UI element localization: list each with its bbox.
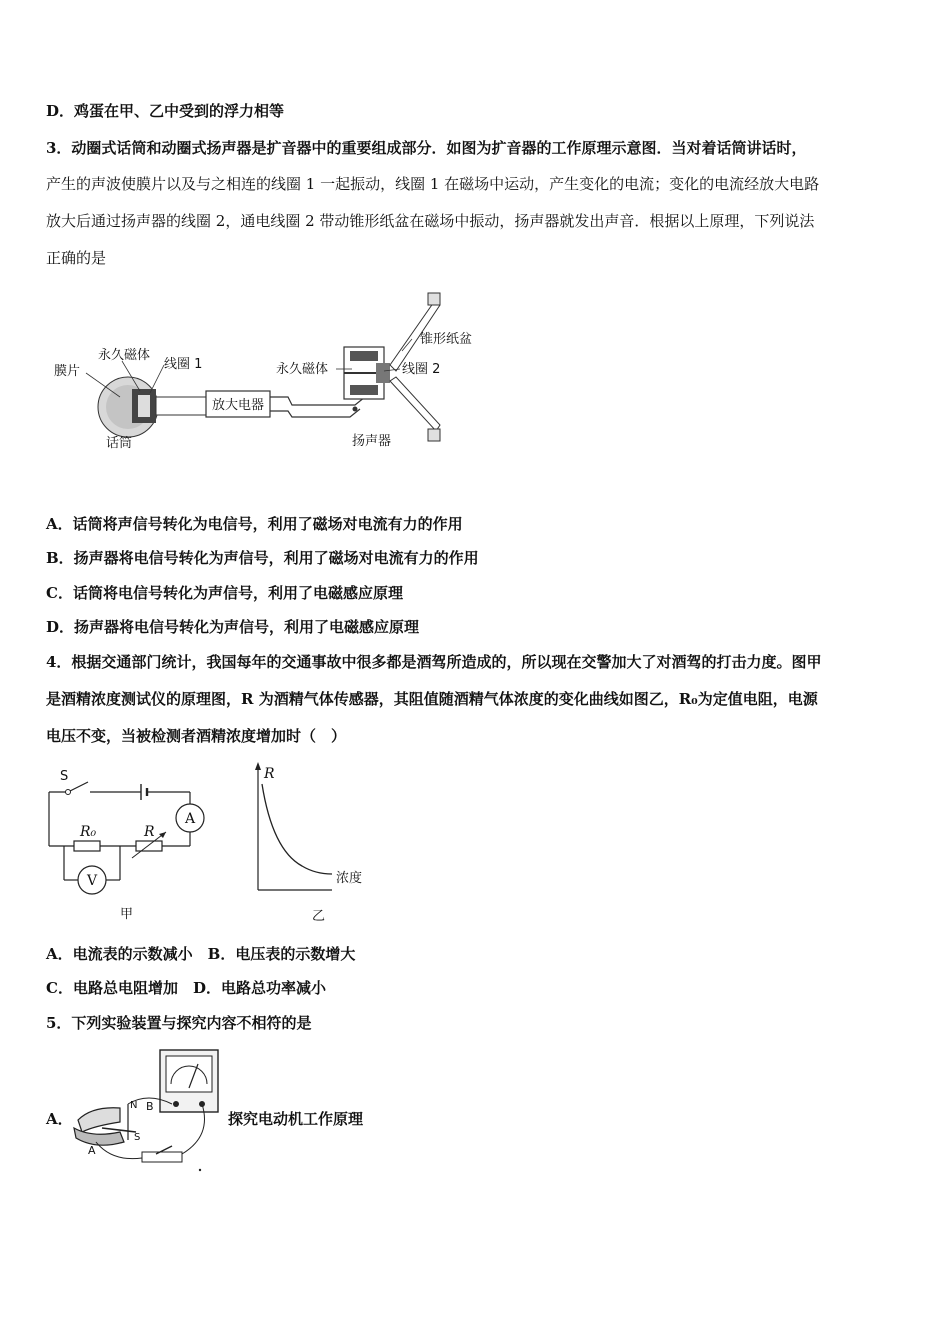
q3-stem-line-3: 放大后通过扬声器的线圈 2，通电线圈 2 带动锥形纸盆在磁场中振动，扬声器就发出声音．根据以上原理，下列说法 xyxy=(46,212,815,230)
coil1-label: 线圈 1 xyxy=(164,357,203,372)
q5-option-a-label: A． xyxy=(46,1110,73,1128)
q3-option-b: B．扬声器将电信号转化为声信号，利用了磁场对电流有力的作用 xyxy=(46,549,479,567)
amplifier-label: 放大电器 xyxy=(211,398,265,413)
q5-option-a-text: 探究电动机工作原理 xyxy=(228,1110,364,1128)
q3-option-a: A．话筒将声信号转化为电信号，利用了磁场对电流有力的作用 xyxy=(46,515,463,533)
speaker-coil xyxy=(376,363,390,383)
resistance-line xyxy=(262,784,332,874)
magnet-left-label: 永久磁体 xyxy=(98,348,151,363)
circuit-diagram xyxy=(44,762,214,922)
q4-options-row-2: C．电路总电阻增加 D．电路总功率减小 xyxy=(46,979,326,997)
diaphragm-label: 膜片 xyxy=(54,364,81,379)
label-a: A xyxy=(88,1144,96,1157)
resistance-curve xyxy=(246,762,386,922)
motor-experiment-figure xyxy=(72,1046,222,1176)
cone-lower xyxy=(390,377,440,431)
mic-label: 话筒 xyxy=(106,436,133,451)
label-s: S xyxy=(134,1132,141,1143)
cone-label: 锥形纸盆 xyxy=(420,332,473,347)
voltmeter-label: V xyxy=(86,873,98,889)
speaker-pole-bottom xyxy=(350,385,378,395)
q4-stem-line-2: 是酒精浓度测试仪的原理图，R 为酒精气体传感器，其阻值随酒精气体浓度的变化曲线如图乙，R₀为定值电阻，电源 xyxy=(46,690,818,708)
caption-jia: 甲 xyxy=(120,907,134,922)
switch-pivot xyxy=(66,790,71,795)
q3-stem-line-4: 正确的是 xyxy=(46,249,107,267)
switch-label: S xyxy=(60,769,69,784)
sensor-r xyxy=(136,841,162,851)
switch-base xyxy=(142,1152,182,1162)
q5-stem: 5．下列实验装置与探究内容不相符的是 xyxy=(46,1014,312,1032)
mic-coil xyxy=(138,395,150,417)
r0-label: R₀ xyxy=(80,824,97,840)
resistor-r0 xyxy=(74,841,100,851)
caption-yi: 乙 xyxy=(312,909,326,924)
q2-option-d: D．鸡蛋在甲、乙中受到的浮力相等 xyxy=(46,102,285,120)
q3-stem-line-1: 3．动圈式话筒和动圈式扬声器是扩音器中的重要组成部分．如图为扩音器的工作原理示意图．当对着话筒讲话时， xyxy=(46,139,807,157)
label-n: N xyxy=(130,1100,138,1111)
amplifier-diagram xyxy=(40,285,510,465)
x-axis-label: 浓度 xyxy=(336,871,363,886)
cone-frame-top xyxy=(428,293,440,305)
q4-stem-line-1: 4．根据交通部门统计，我国每年的交通事故中很多都是酒驾所造成的，所以现在交警加大了对酒驾的打击力度。图甲 xyxy=(46,653,822,671)
speaker-pole-top xyxy=(350,351,378,361)
coil2-label: 线圈 2 xyxy=(402,362,441,377)
magnet-right-label: 永久磁体 xyxy=(276,362,329,377)
wire-lower xyxy=(270,409,360,417)
q4-stem-line-3: 电压不变，当被检测者酒精浓度增加时（ ） xyxy=(46,727,347,745)
switch-blade xyxy=(70,782,88,791)
magnet-top xyxy=(78,1108,120,1132)
cone-frame-bottom xyxy=(428,429,440,441)
label-b: B xyxy=(146,1100,154,1113)
q3-option-c: C．话筒将电信号转化为声信号，利用了电磁感应原理 xyxy=(46,584,403,602)
r-label: R xyxy=(144,824,155,840)
ammeter-label: A xyxy=(184,811,196,827)
mic-handle xyxy=(156,397,206,415)
wire-junction xyxy=(353,407,358,412)
q3-option-d: D．扬声器将电信号转化为声信号，利用了电磁感应原理 xyxy=(46,618,420,636)
y-axis-label: R xyxy=(264,766,275,782)
speaker-label: 扬声器 xyxy=(352,434,392,449)
q3-stem-line-2: 产生的声波使膜片以及与之相连的线圈 1 一起振动，线圈 1 在磁场中运动，产生变化的电流；变化的电流经放大电路 xyxy=(46,175,820,193)
q4-options-row-1: A．电流表的示数减小 B．电压表的示数增大 xyxy=(46,945,356,963)
